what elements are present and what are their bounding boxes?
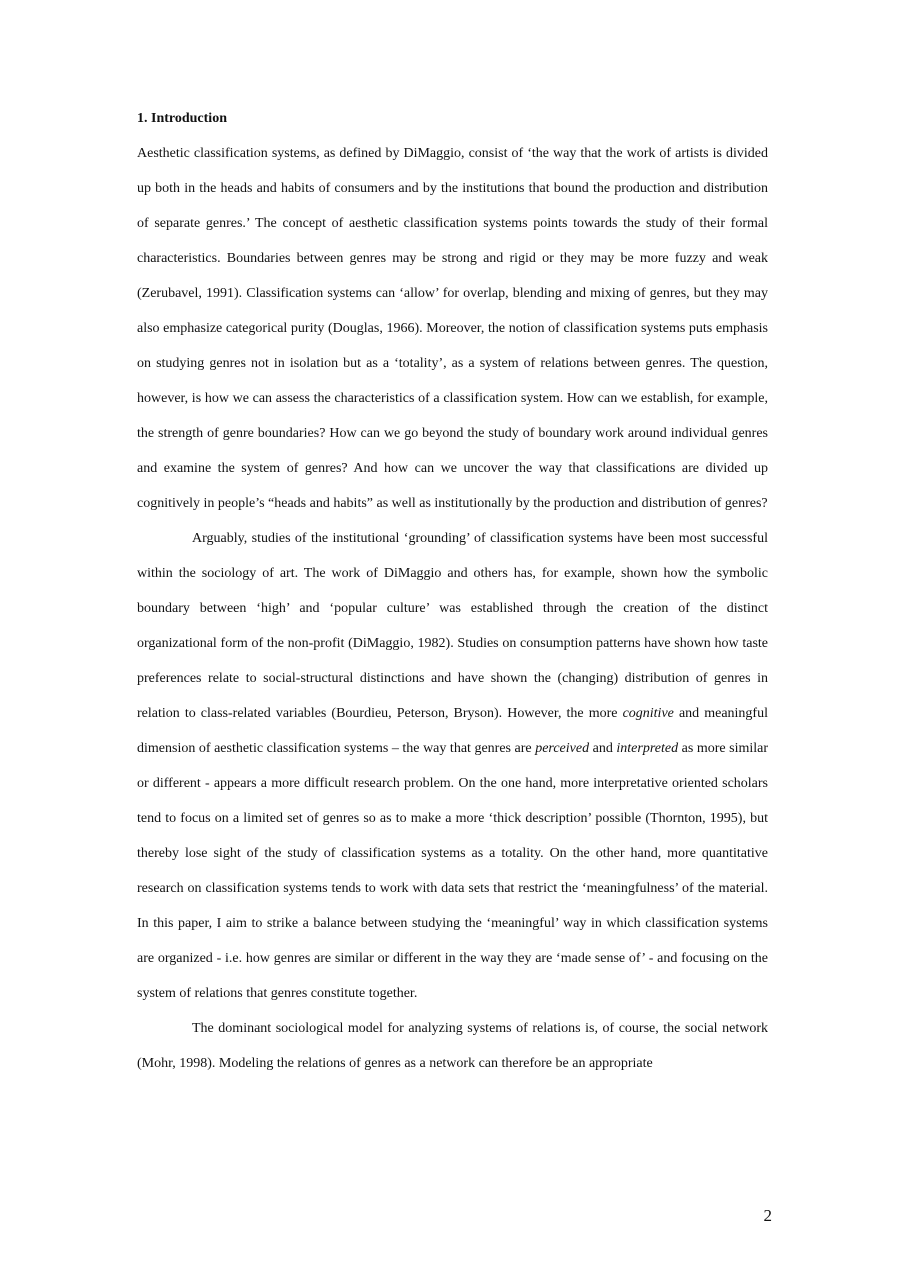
emphasis-text: perceived [535,741,590,756]
text-segment: Aesthetic classification systems, as defined by DiMaggio, consist of ‘the way that the work of artists is divided up both in the heads and habits of consumers and by the institutions that bound the production and distribution of separate genres.’ The concept of aesthetic classification systems points towards the study of their formal characteristics. Boundaries between genres may be strong and rigid or they may be more fuzzy and weak (Zerubavel, 1991). Classification systems can ‘allow’ for overlap, blending and mixing of genres, but they may also emphasize categorical purity (Douglas, 1966). Moreover, the notion of classification systems puts emphasis on studying genres not in isolation but as a ‘totality’, as a system of relations between genres. The question, however, is how we can assess the characteristics of a classification system. How can we establish, for example, the strength of genre boundaries? How can we go beyond the study of boundary work around individual genres and examine the system of genres? And how can we uncover the way that classifications are divided up cognitively in people’s “heads and habits” as well as institutionally by the production and distribution of genres? [137,146,768,511]
section-heading: 1. Introduction [137,111,227,126]
body-text [137,136,768,1081]
paragraph-social-network [137,1011,768,1081]
paragraph-institutional-grounding [137,521,768,1011]
text-segment: The dominant sociological model for analyzing systems of relations is, of course, the social network (Mohr, 1998). Modeling the relations of genres as a network can therefore be an appropriate [137,1021,768,1071]
text-segment: and meaningful dimension of aesthetic classification systems – the way that genres are [137,706,768,756]
page-number: 2 [763,1206,772,1225]
emphasis-text: cognitive [622,706,674,721]
text-segment: as more similar or different - appears a more difficult research problem. On the one hand, more interpretative oriented scholars tend to focus on a limited set of genres so as to make a more ‘thick description’ possible (Thornton, 1995), but thereby lose sight of the study of classification systems as a totality. On the other hand, more quantitative research on classification systems tends to work with data sets that restrict the ‘meaningfulness’ of the material. In this paper, I aim to strike a balance between studying the ‘meaningful’ way in which classification systems are organized - i.e. how genres are similar or different in the way they are ‘made sense of’ - and focusing on the system of relations that genres constitute together. [137,741,769,1001]
emphasis-text: interpreted [616,741,679,756]
text-segment: Arguably, studies of the institutional ‘grounding’ of classification systems have been most successful within the sociology of art. The work of DiMaggio and others has, for example, shown how the symbolic boundary between ‘high’ and ‘popular culture’ was established through the creation of the distinct organizational form of the non-profit (DiMaggio, 1982). Studies on consumption patterns have shown how taste preferences relate to social-structural distinctions and have shown the (changing) distribution of genres in relation to class-related variables (Bourdieu, Peterson, Bryson). However, the more [137,531,768,721]
text-segment: and [589,741,617,756]
paragraph-intro [137,136,768,521]
